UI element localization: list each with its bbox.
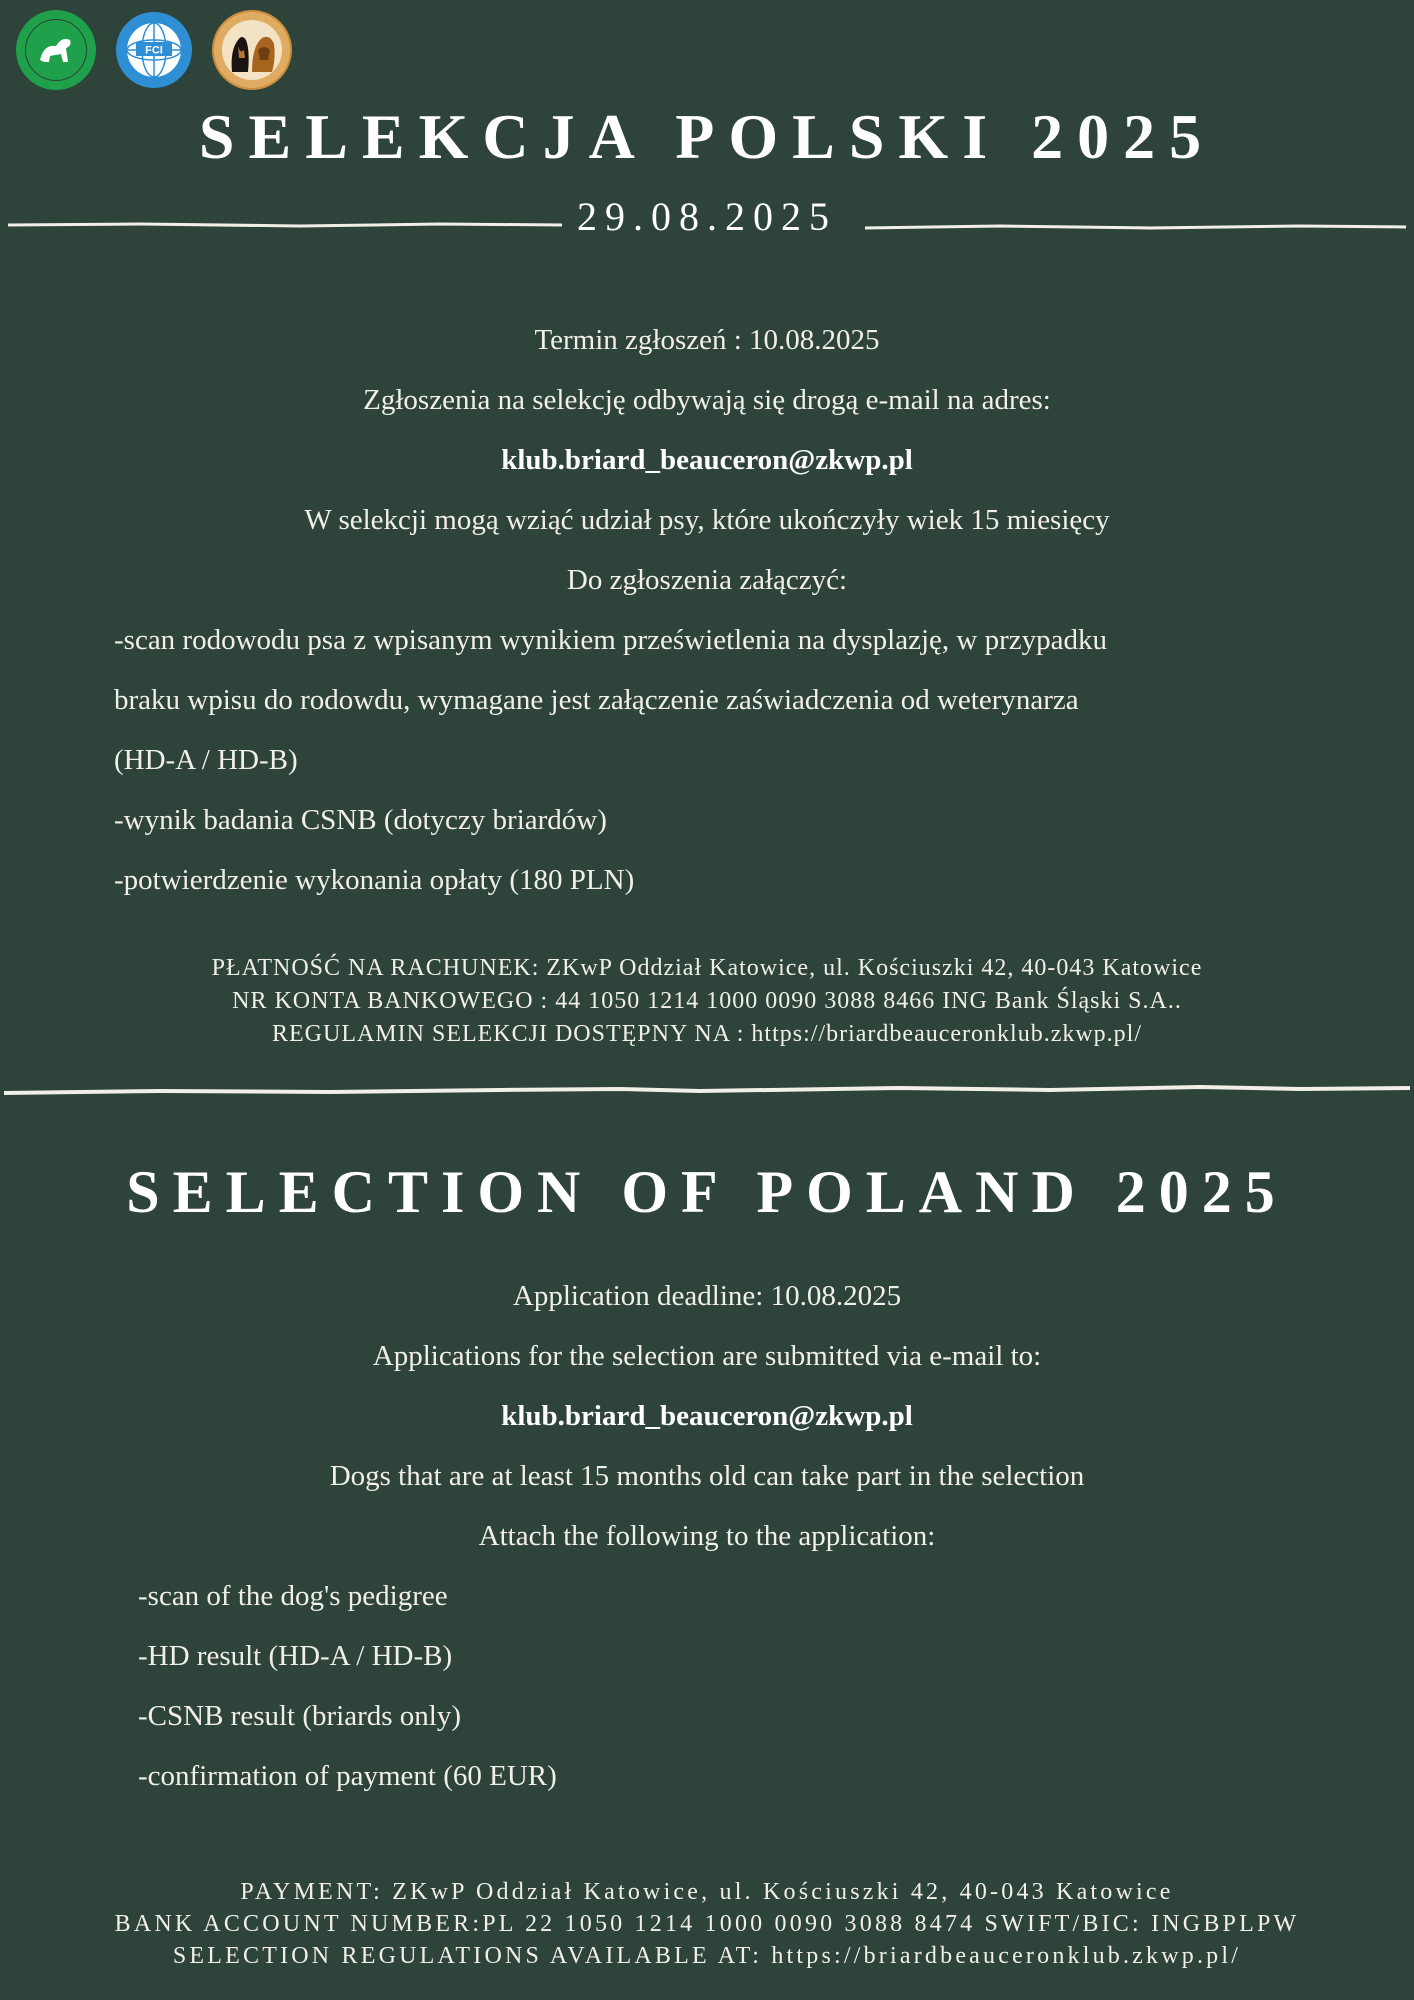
club-dogs-icon <box>212 10 292 90</box>
english-regulations-link[interactable]: SELECTION REGULATIONS AVAILABLE AT: https://briardbeauceronklub.zkwp.pl/ <box>172 1943 1242 1969</box>
english-payment-info <box>0 1876 1414 1972</box>
zkwp-logo-icon <box>16 10 96 90</box>
logo-row <box>16 10 292 90</box>
polish-requirement: braku wpisu do rodowdu, wymagane jest załączenie zaświadczenia od weterynarza <box>114 684 1079 716</box>
english-attach-heading: Attach the following to the application: <box>478 1520 936 1552</box>
english-deadline: Application deadline: 10.08.2025 <box>512 1280 902 1312</box>
english-requirement: -HD result (HD-A / HD-B) <box>138 1640 453 1672</box>
polish-regulations-link[interactable]: REGULAMIN SELEKCJI DOSTĘPNY NA : https://briardbeauceronklub.zkwp.pl/ <box>271 1021 1143 1047</box>
polish-payment-account: PŁATNOŚĆ NA RACHUNEK: ZKwP Oddział Katowice, ul. Kościuszki 42, 40-043 Katowice <box>211 955 1203 981</box>
english-requirement: -CSNB result (briards only) <box>138 1700 461 1732</box>
english-age-requirement: Dogs that are at least 15 months old can take part in the selection <box>329 1460 1085 1492</box>
polish-email-intro: Zgłoszenia na selekcję odbywają się drogą e-mail na adres: <box>363 384 1051 416</box>
club-logo <box>212 10 292 90</box>
polish-attach-heading: Do zgłoszenia załączyć: <box>566 564 848 596</box>
polish-info <box>0 310 1414 910</box>
english-info <box>0 1266 1414 1806</box>
english-bank-number: BANK ACCOUNT NUMBER:PL 22 1050 1214 1000 0090 3088 8474 SWIFT/BIC: INGBPLPW <box>114 1911 1300 1937</box>
english-payment-account: PAYMENT: ZKwP Oddział Katowice, ul. Kościuszki 42, 40-043 Katowice <box>240 1879 1174 1905</box>
fci-logo-text: FCI <box>145 44 163 57</box>
section-divider <box>0 1080 1414 1100</box>
page-title-polish: SELEKCJA POLSKI 2025 <box>198 101 1216 172</box>
english-email-intro: Applications for the selection are submitted via e-mail to: <box>372 1340 1042 1372</box>
polish-email[interactable]: klub.briard_beauceron@zkwp.pl <box>501 444 913 476</box>
english-requirement: -confirmation of payment (60 EUR) <box>138 1760 557 1792</box>
polish-age-requirement: W selekcji mogą wziąć udział psy, które ukończyły wiek 15 miesięcy <box>304 504 1110 536</box>
polish-requirement: -scan rodowodu psa z wpisanym wynikiem prześwietlenia na dysplazję, w przypadku <box>114 624 1107 656</box>
polish-bank-number: NR KONTA BANKOWEGO : 44 1050 1214 1000 0090 3088 8466 ING Bank Śląski S.A.. <box>232 988 1182 1014</box>
english-requirement: -scan of the dog's pedigree <box>138 1580 448 1612</box>
polish-requirement: (HD-A / HD-B) <box>114 744 298 776</box>
polish-requirement: -wynik badania CSNB (dotyczy briardów) <box>114 804 607 836</box>
fci-globe-icon <box>114 10 194 90</box>
polish-deadline: Termin zgłoszeń : 10.08.2025 <box>534 324 880 356</box>
polish-requirement: -potwierdzenie wykonania opłaty (180 PLN) <box>114 864 635 896</box>
date-row <box>0 193 1414 253</box>
polish-payment-info <box>0 952 1414 1051</box>
zkwp-logo <box>16 10 96 90</box>
fci-logo <box>114 10 194 90</box>
event-date: 29.08.2025 <box>577 194 837 239</box>
english-email[interactable]: klub.briard_beauceron@zkwp.pl <box>501 1400 913 1432</box>
page-title-english: SELECTION OF POLAND 2025 <box>126 1159 1288 1225</box>
